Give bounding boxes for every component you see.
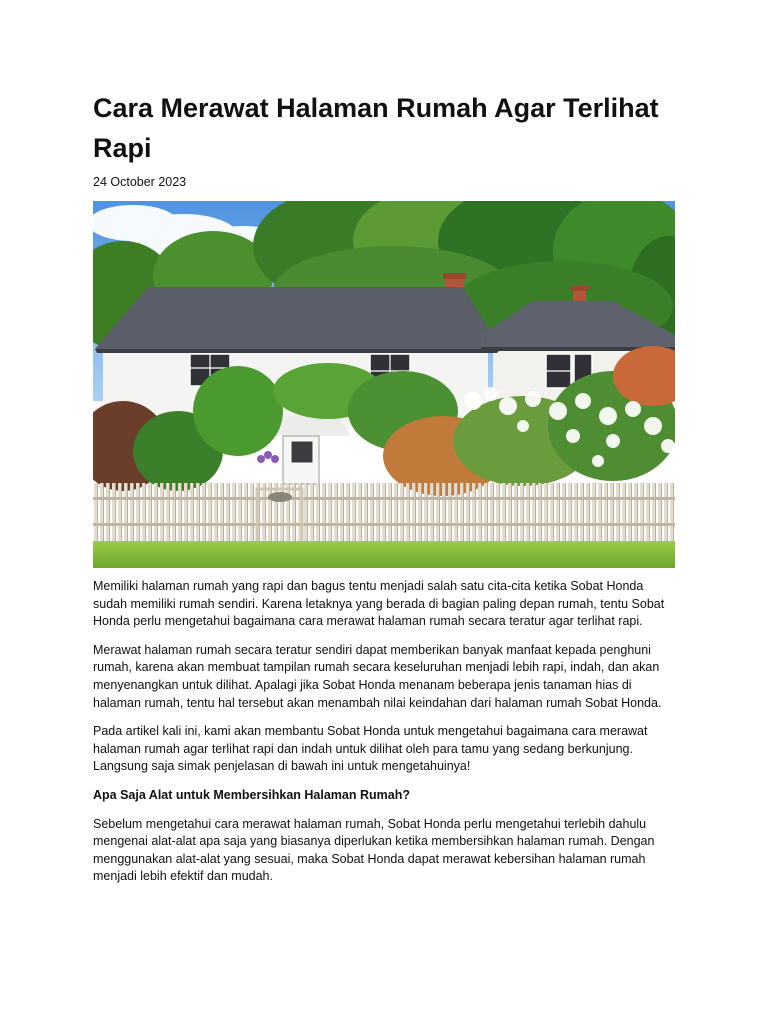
paragraph: Memiliki halaman rumah yang rapi dan bagus tentu menjadi salah satu cita-cita ketika Sobat Honda sudah memiliki rumah sendiri. Karena letaknya yang berada di bagian paling depan rumah, tentu Sobat Honda perlu mengetahui bagaimana cara merawat halaman rumah secara teratur agar terlihat rapi. [93, 579, 665, 629]
roof-main [95, 287, 501, 349]
section-heading: Apa Saja Alat untuk Membersihkan Halaman Rumah? [93, 787, 410, 802]
paragraph: Pada artikel kali ini, kami akan membantu Sobat Honda untuk mengetahui bagaimana cara merawat halaman rumah agar terlihat rapi dan indah untuk dilihat oleh para tamu yang sedang berkunjung. Langsung saja simak penjelasan di bawah ini untuk mengetahuinya! [93, 724, 648, 774]
hero-image-house-garden [93, 201, 675, 568]
article-date: 24 October 2023 [93, 175, 187, 189]
article-body [93, 578, 675, 897]
paragraph: Sebelum mengetahui cara merawat halaman rumah, Sobat Honda perlu mengetahui terlebih dahulu mengenai alat-alat apa saja yang biasanya diperlukan ketika membersihkan halaman rumah. Dengan menggunakan alat-alat yang sesuai, maka Sobat Honda dapat merawat kebersihan halaman rumah menjadi lebih efektif dan mudah. [93, 816, 655, 884]
paragraph: Merawat halaman rumah secara teratur sendiri dapat memberikan banyak manfaat kepada penghuni rumah, karena akan membuat tampilan rumah secara keseluruhan menjadi lebih rapi, indah, dan akan menyenangkan untuk dilihat. Apalagi jika Sobat Honda menanam beberapa jenis tanaman hias di halaman rumah, tentu hal tersebut akan menambah nilai keindahan dari halaman rumah Sobat Honda. [93, 642, 662, 710]
purple-flowers [257, 451, 279, 463]
picket-fence [93, 483, 675, 541]
lawn [93, 541, 675, 568]
article-title: Cara Merawat Halaman Rumah Agar Terlihat Rapi [93, 93, 659, 163]
